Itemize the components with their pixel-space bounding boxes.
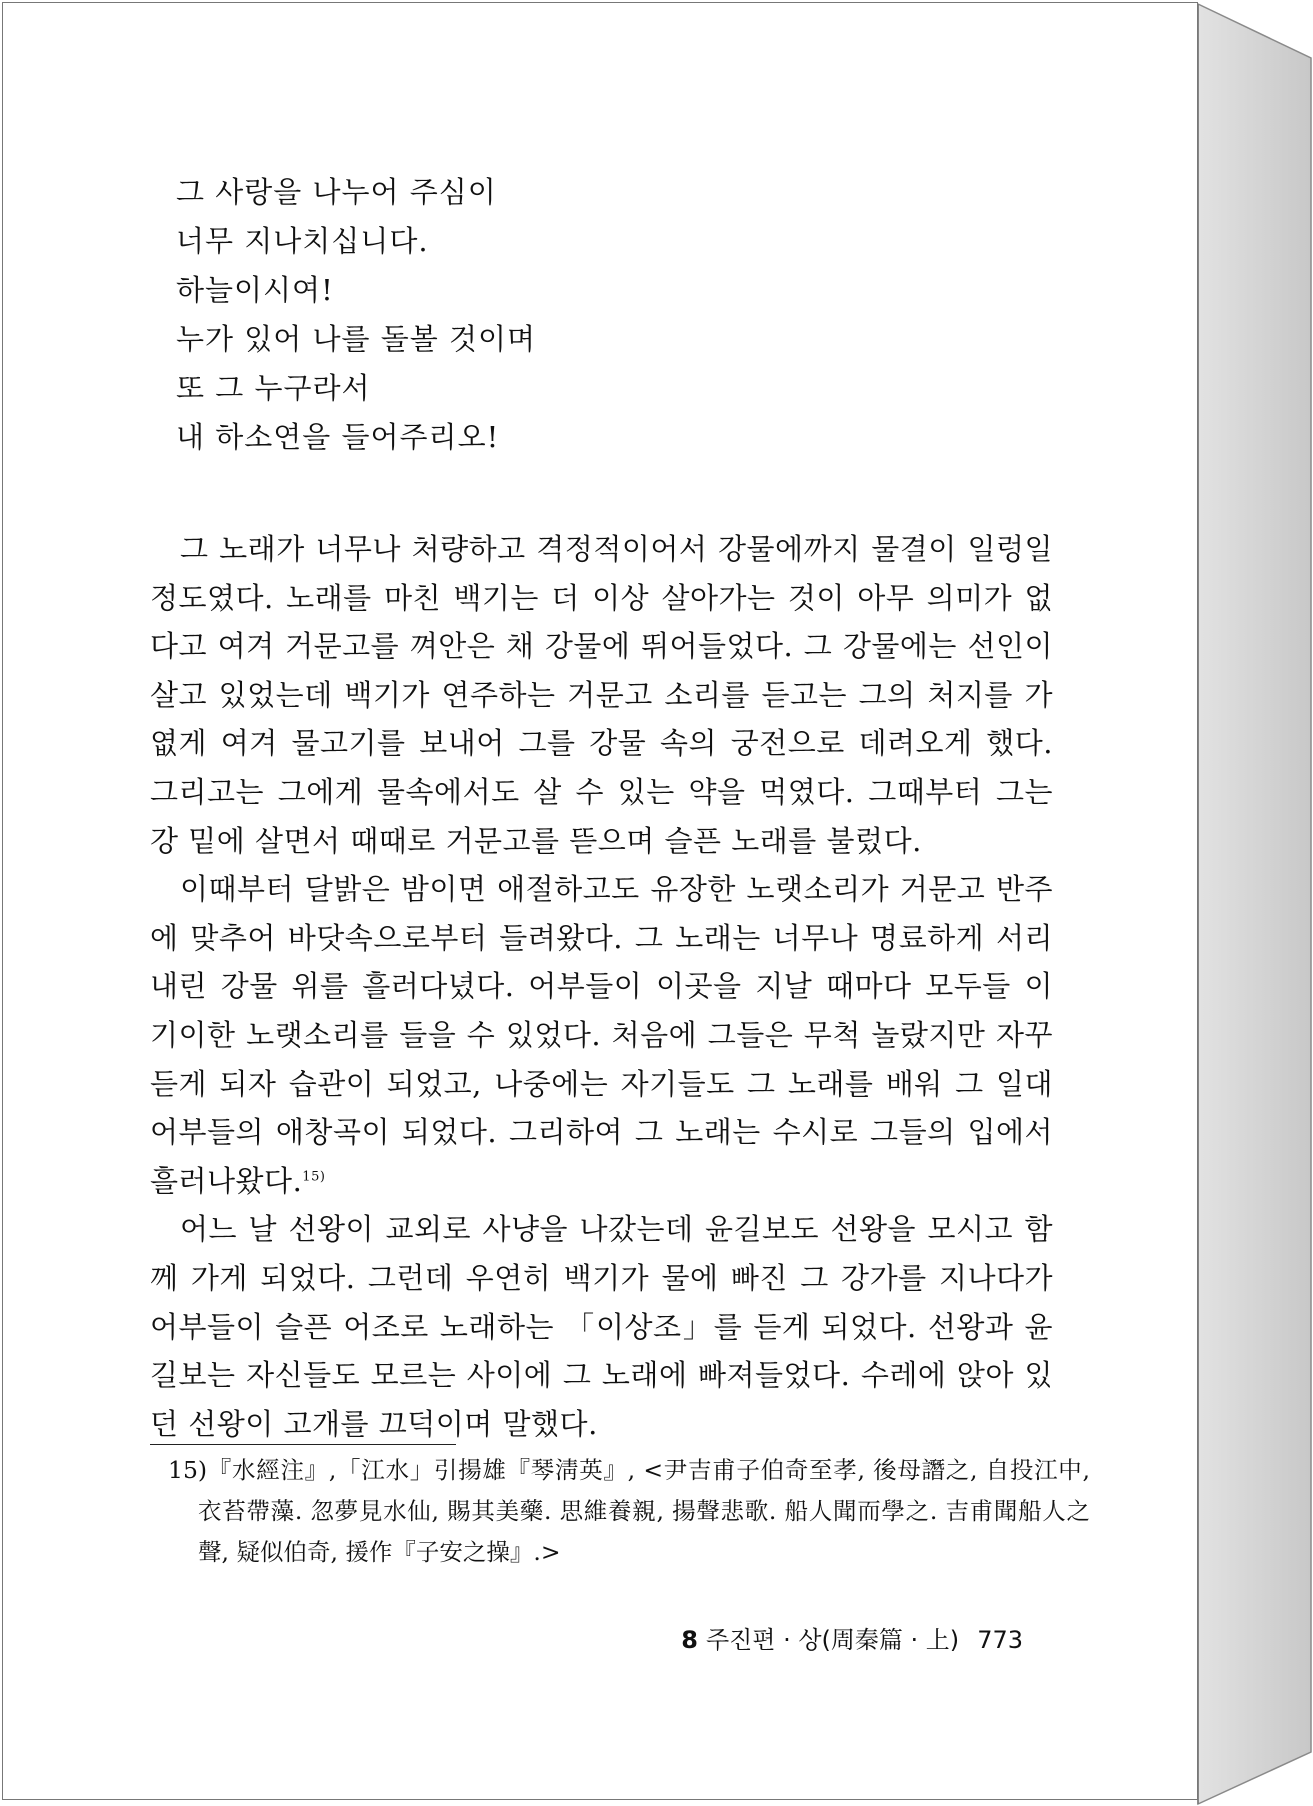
- page-number: 773: [977, 1626, 1023, 1654]
- footnote: 15)『水經注』,「江水」引揚雄『琴淸英』, <尹吉甫子伯奇至孝, 後母譖之, 自投江中, 衣苔帶藻. 忽夢見水仙, 賜其美藥. 思維養親, 揚聲悲歌. 船人聞而學之. 吉甫聞船人之聲, 疑似伯奇, 援作『子安之操』.>: [168, 1456, 1090, 1566]
- page-footer: [681, 1620, 1023, 1655]
- body-text: [150, 525, 1053, 1448]
- chapter-title: 주진편 · 상(周秦篇 · 上): [705, 1626, 960, 1654]
- paragraph: [150, 525, 1053, 865]
- footnote-reference[interactable]: 15): [302, 1169, 326, 1185]
- poem-line: 하늘이시여!: [176, 273, 334, 307]
- paragraph-text: 그 노래가 너무나 처량하고 격정적이어서 강물에까지 물결이 일렁일 정도였다. 노래를 마친 백기는 더 이상 살아가는 것이 아무 의미가 없다고 여겨 거문고를 껴안은 채 강물에 뛰어들었다. 그 강물에는 선인이 살고 있었는데 백기가 연주하는 거문고 소리를 듣고는 그의 처지를 가엾게 여겨 물고기를 보내어 그를 강물 속의 궁전으로 데려오게 했다. 그리고는 그에게 물속에서도 살 수 있는 약을 먹였다. 그때부터 그는 강 밑에 살면서 때때로 거문고를 뜯으며 슬픈 노래를 불렀다.: [150, 532, 1053, 858]
- chapter-number: 8: [681, 1626, 698, 1654]
- poem-line: 내 하소연을 들어주리오!: [176, 420, 500, 454]
- paragraph-text: 어느 날 선왕이 교외로 사냥을 나갔는데 윤길보도 선왕을 모시고 함께 가게 되었다. 그런데 우연히 백기가 물에 빠진 그 강가를 지나다가 어부들이 슬픈 어조로 노래하는 「이상조」를 듣게 되었다. 선왕과 윤길보는 자신들도 모르는 사이에 그 노래에 빠져들었다. 수레에 앉아 있던 선왕이 고개를 끄덕이며 말했다.: [150, 1212, 1053, 1441]
- poem-line: 누가 있어 나를 돌볼 것이며: [176, 322, 537, 356]
- poem-line: 너무 지나치십니다.: [176, 224, 429, 258]
- paragraph: [150, 1205, 1053, 1448]
- footnote-divider: [150, 1444, 456, 1445]
- paragraph-text: 이때부터 달밝은 밤이면 애절하고도 유장한 노랫소리가 거문고 반주에 맞추어 바닷속으로부터 들려왔다. 그 노래는 너무나 명료하게 서리내린 강물 위를 흘러다녔다. 어부들이 이곳을 지날 때마다 모두들 이 기이한 노랫소리를 들을 수 있었다. 처음에 그들은 무척 놀랐지만 자꾸 듣게 되자 습관이 되었고, 나중에는 자기들도 그 노래를 배워 그 일대 어부들의 애창곡이 되었다. 그리하여 그 노래는 수시로 그들의 입에서 흘러나왔다.: [150, 872, 1053, 1198]
- paragraph: [150, 865, 1053, 1205]
- poem-line: 또 그 누구라서: [176, 371, 371, 405]
- poem-block: [176, 168, 536, 462]
- poem-line: 그 사랑을 나누어 주심이: [176, 175, 497, 209]
